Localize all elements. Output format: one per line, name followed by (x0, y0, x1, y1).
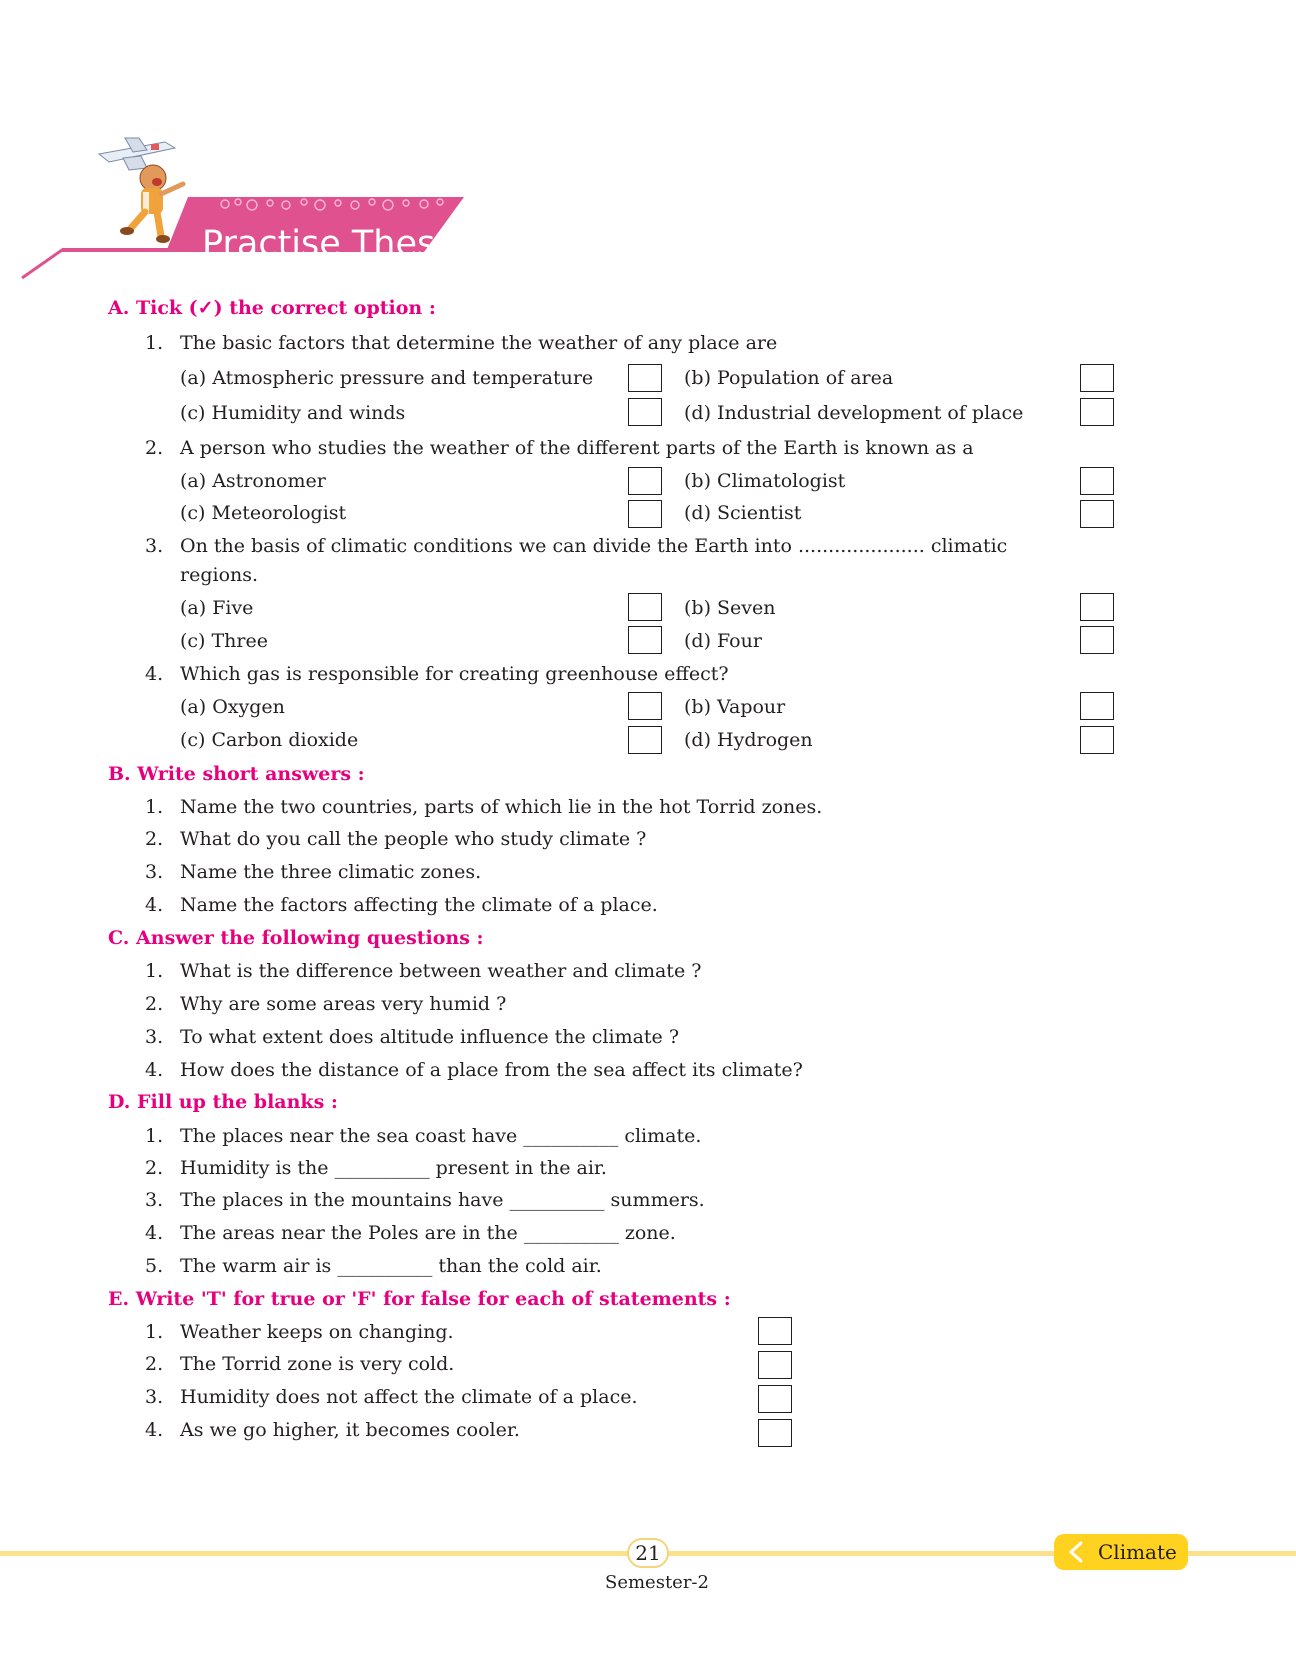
true-false-box[interactable] (758, 1317, 792, 1345)
true-false-statement: The Torrid zone is very cold. (180, 1353, 455, 1375)
item-number: 3. (145, 1386, 164, 1408)
question-text: On the basis of climatic conditions we can divide the Earth into ..................... climatic (180, 535, 1008, 557)
item-number: 4. (145, 1059, 164, 1081)
question-number: 4. (145, 663, 164, 685)
semester-label: Semester-2 (605, 1572, 709, 1593)
item-number: 1. (145, 960, 164, 982)
item-number: 2. (145, 1353, 164, 1375)
question-text: The basic factors that determine the weather of any place are (180, 332, 778, 354)
long-answer-question: What is the difference between weather and climate ? (180, 960, 702, 982)
fill-blank-sentence: The warm air is __________ than the cold air. (180, 1255, 602, 1277)
item-number: 5. (145, 1255, 164, 1277)
question-text: A person who studies the weather of the different parts of the Earth is known as a (180, 437, 974, 459)
fill-blank-sentence: The places in the mountains have __________ summers. (180, 1189, 705, 1211)
tick-box[interactable] (1080, 626, 1114, 654)
item-number: 3. (145, 861, 164, 883)
chapter-tab[interactable] (1054, 1534, 1188, 1570)
tick-box[interactable] (628, 467, 662, 495)
option-b: (b) Climatologist (684, 470, 846, 492)
tick-box[interactable] (1080, 398, 1114, 426)
item-number: 4. (145, 1419, 164, 1441)
option-a: (a) Five (180, 597, 254, 619)
page-number: 21 (627, 1538, 669, 1568)
tick-box[interactable] (1080, 593, 1114, 621)
tick-box[interactable] (1080, 692, 1114, 720)
question-number: 1. (145, 332, 164, 354)
tick-box[interactable] (628, 500, 662, 528)
tick-box[interactable] (628, 398, 662, 426)
question-number: 2. (145, 437, 164, 459)
true-false-statement: Weather keeps on changing. (180, 1321, 454, 1343)
item-number: 2. (145, 828, 164, 850)
tick-box[interactable] (1080, 364, 1114, 392)
section-b-heading: B. Write short answers : (108, 763, 365, 785)
tick-box[interactable] (628, 364, 662, 392)
chevron-left-icon (1066, 1540, 1086, 1564)
tick-box[interactable] (628, 726, 662, 754)
banner-graphic (20, 140, 500, 300)
question-text: Which gas is responsible for creating greenhouse effect? (180, 663, 729, 685)
option-b: (b) Seven (684, 597, 776, 619)
long-answer-question: Why are some areas very humid ? (180, 993, 507, 1015)
option-b: (b) Population of area (684, 367, 894, 389)
option-c: (c) Meteorologist (180, 502, 347, 524)
tick-box[interactable] (628, 626, 662, 654)
section-banner (20, 140, 500, 300)
tick-box[interactable] (628, 593, 662, 621)
item-number: 3. (145, 1026, 164, 1048)
item-number: 2. (145, 1157, 164, 1179)
item-number: 1. (145, 796, 164, 818)
option-a: (a) Atmospheric pressure and temperature (180, 367, 594, 389)
item-number: 4. (145, 894, 164, 916)
section-e-heading: E. Write 'T' for true or 'F' for false for each of statements : (108, 1288, 731, 1310)
option-c: (c) Three (180, 630, 268, 652)
fill-blank-sentence: The areas near the Poles are in the __________ zone. (180, 1222, 676, 1244)
true-false-statement: Humidity does not affect the climate of a place. (180, 1386, 638, 1408)
question-text-continued: regions. (180, 564, 259, 586)
option-d: (d) Industrial development of place (684, 402, 1024, 424)
short-answer-question: What do you call the people who study climate ? (180, 828, 647, 850)
option-b: (b) Vapour (684, 696, 786, 718)
option-d: (d) Four (684, 630, 762, 652)
tick-box[interactable] (628, 692, 662, 720)
true-false-box[interactable] (758, 1351, 792, 1379)
short-answer-question: Name the factors affecting the climate of a place. (180, 894, 658, 916)
tick-box[interactable] (1080, 500, 1114, 528)
item-number: 3. (145, 1189, 164, 1211)
tick-box[interactable] (1080, 467, 1114, 495)
item-number: 2. (145, 993, 164, 1015)
true-false-statement: As we go higher, it becomes cooler. (180, 1419, 520, 1441)
fill-blank-sentence: The places near the sea coast have __________ climate. (180, 1125, 702, 1147)
true-false-box[interactable] (758, 1419, 792, 1447)
question-number: 3. (145, 535, 164, 557)
kid-airplane-illustration (95, 136, 205, 246)
short-answer-question: Name the two countries, parts of which lie in the hot Torrid zones. (180, 796, 823, 818)
option-d: (d) Scientist (684, 502, 802, 524)
section-d-heading: D. Fill up the blanks : (108, 1091, 338, 1113)
option-a: (a) Oxygen (180, 696, 285, 718)
long-answer-question: How does the distance of a place from the sea affect its climate? (180, 1059, 803, 1081)
item-number: 1. (145, 1321, 164, 1343)
fill-blank-sentence: Humidity is the __________ present in the air. (180, 1157, 607, 1179)
page-title: Practise These (202, 224, 457, 264)
chapter-name: Climate (1098, 1540, 1177, 1564)
true-false-box[interactable] (758, 1385, 792, 1413)
long-answer-question: To what extent does altitude influence the climate ? (180, 1026, 680, 1048)
item-number: 4. (145, 1222, 164, 1244)
section-a-heading: A. Tick (✓) the correct option : (108, 297, 436, 319)
option-c: (c) Carbon dioxide (180, 729, 359, 751)
option-d: (d) Hydrogen (684, 729, 813, 751)
tick-box[interactable] (1080, 726, 1114, 754)
item-number: 1. (145, 1125, 164, 1147)
option-a: (a) Astronomer (180, 470, 326, 492)
option-c: (c) Humidity and winds (180, 402, 406, 424)
short-answer-question: Name the three climatic zones. (180, 861, 482, 883)
section-c-heading: C. Answer the following questions : (108, 927, 484, 949)
